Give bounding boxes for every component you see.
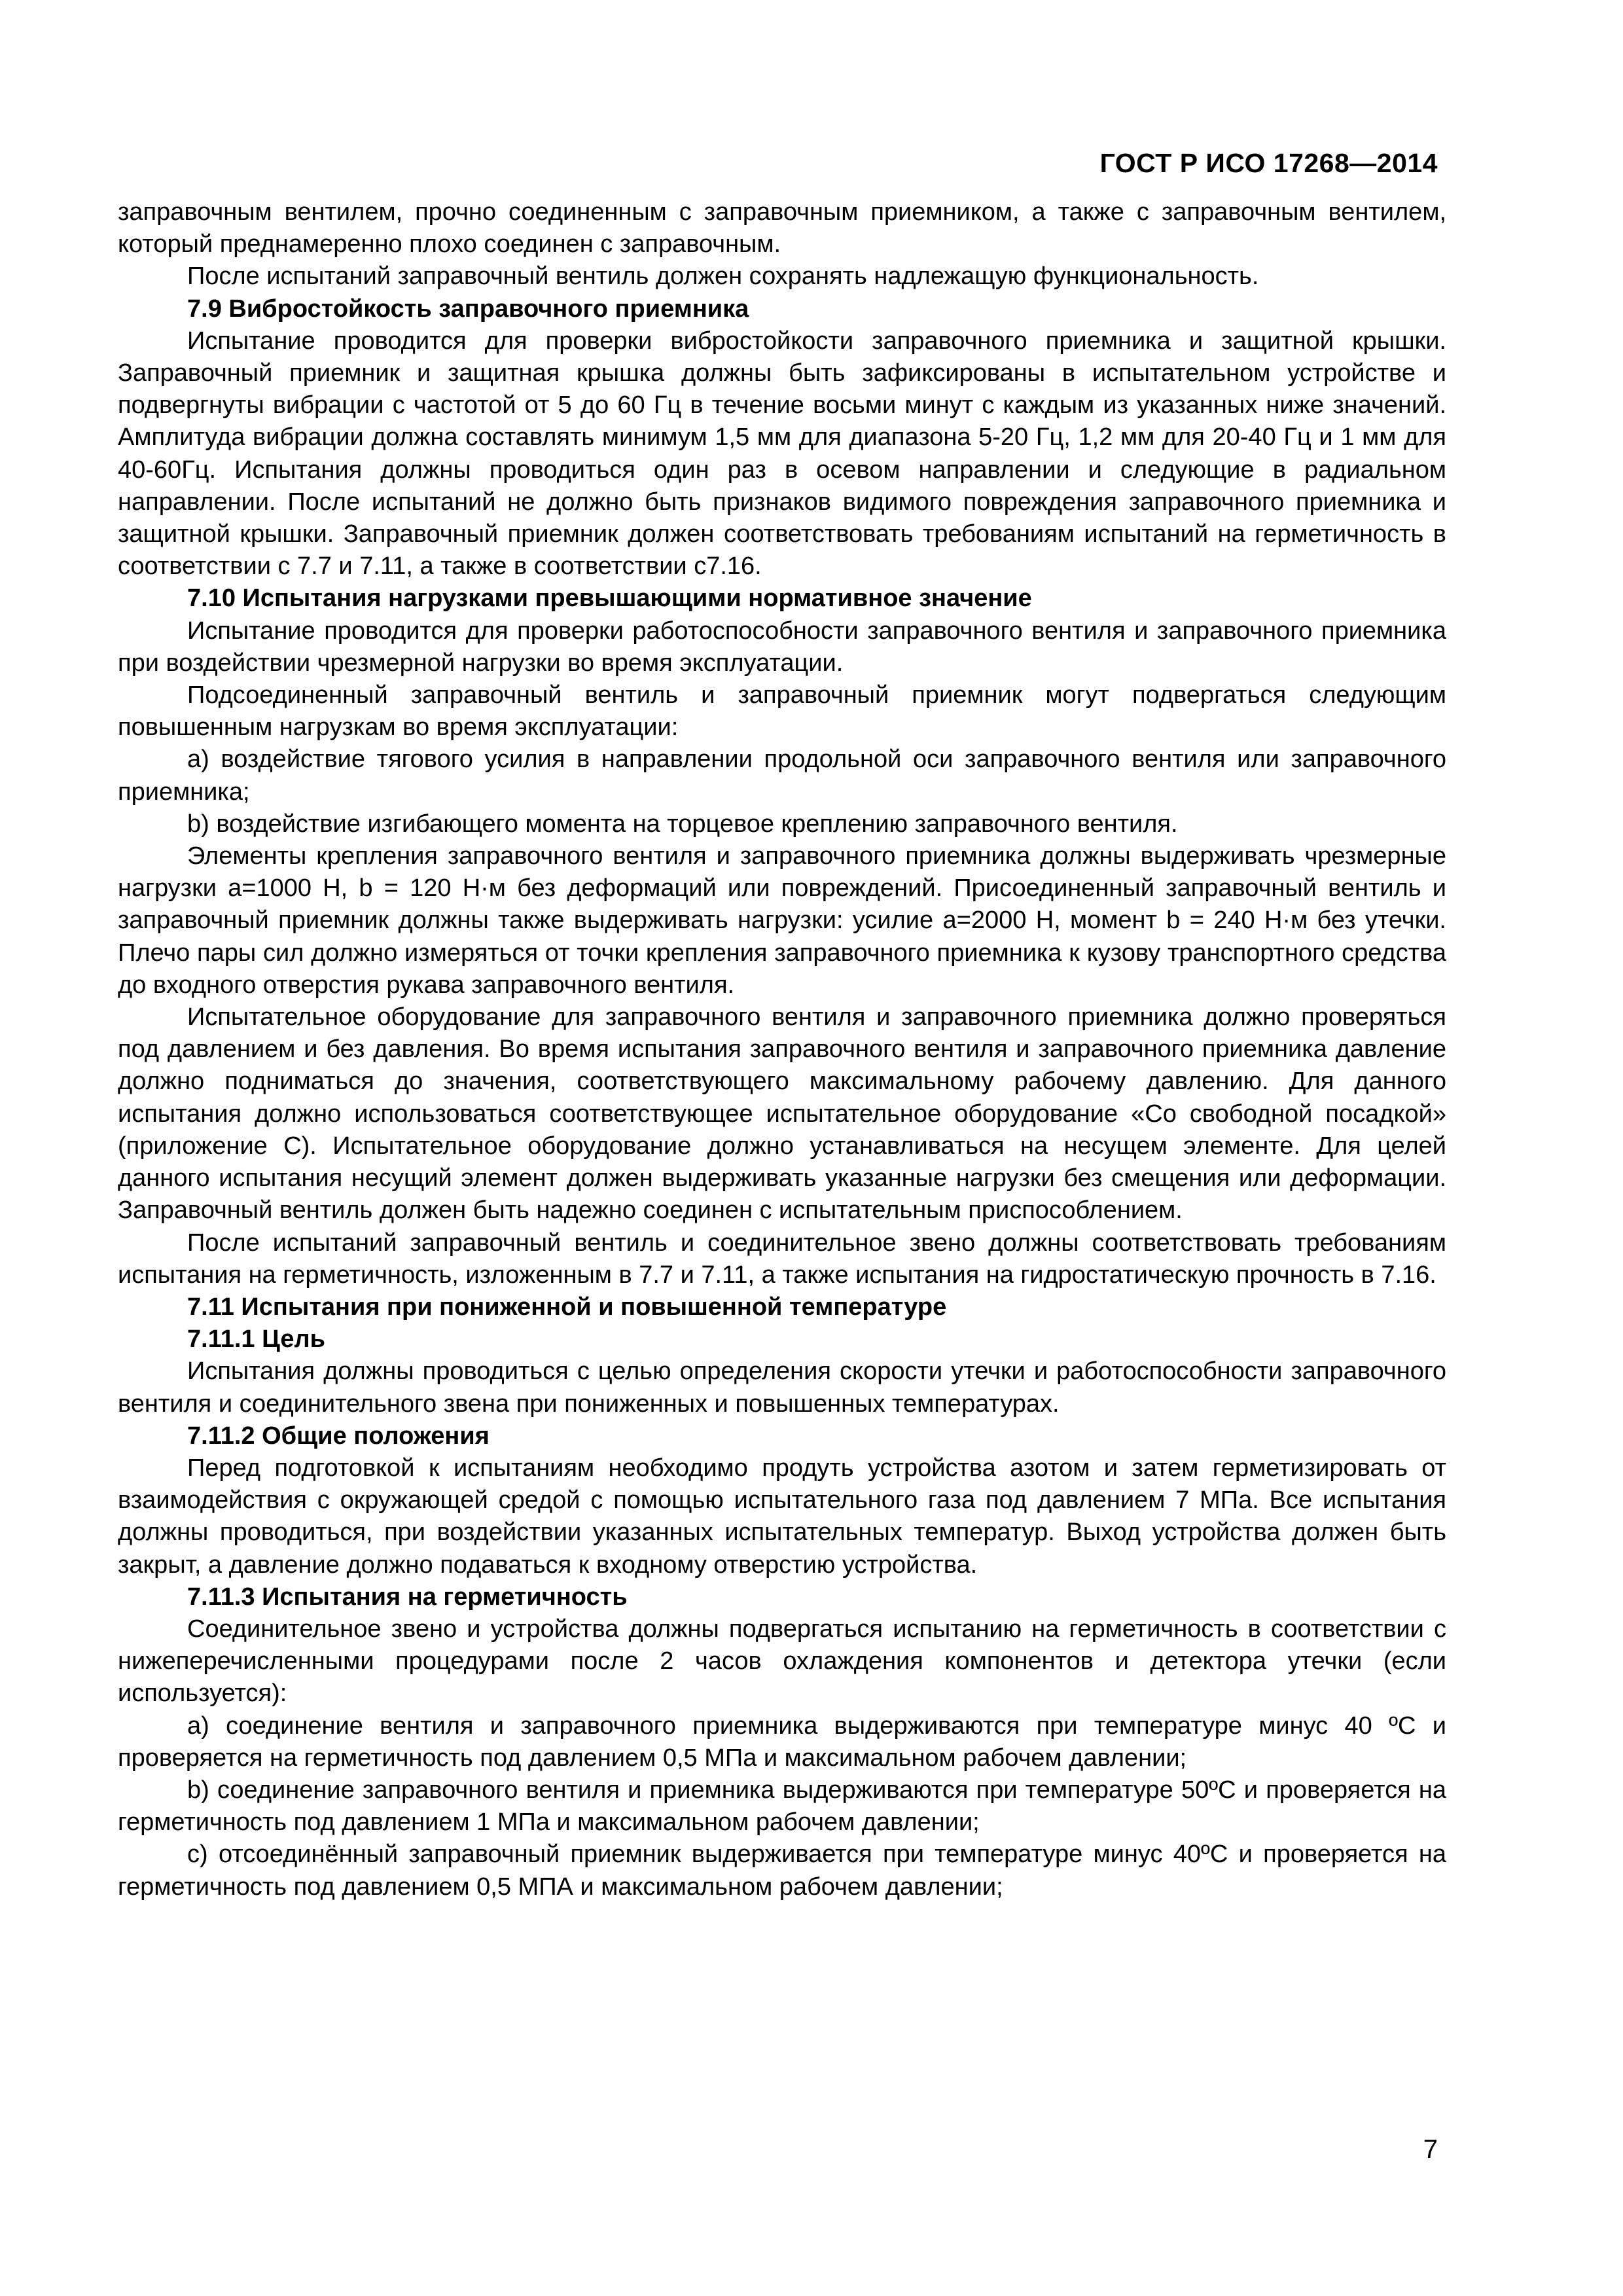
list-item-b: b) воздействие изгибающего момента на торцевое креплению заправочного вентиля. (187, 810, 1178, 838)
paragraph: Перед подготовкой к испытаниям необходимо продуть устройства азотом и затем герметизировать от взаимодействия с окружающей средой с помощью испытательного газа под давлением 7 МПа. Все испытания должны проводиться, при воздействии указанных испытательных температур. Выход устройства должен быть закрыт, а давление должно подаваться к входному отверстию устройства. (118, 1454, 1446, 1579)
section-heading-7-11-3: 7.11.3 Испытания на герметичность (187, 1583, 628, 1611)
document-body (118, 196, 1446, 1903)
paragraph: Подсоединенный заправочный вентиль и заправочный приемник могут подвергаться следующим повышенным нагрузкам во время эксплуатации: (118, 681, 1446, 742)
list-item-b: b) соединение заправочного вентиля и приемника выдерживаются при температуре 50ºС и проверяется на герметичность под давлением 1 МПа и максимальном рабочем давлении; (118, 1776, 1446, 1837)
section-heading-7-9: 7.9 Вибростойкость заправочного приемника (187, 295, 749, 323)
paragraph: заправочным вентилем, прочно соединенным с заправочным приемником, а также с заправочным вентилем, который преднамеренно плохо соединен с заправочным. (118, 198, 1446, 259)
list-item-a: a) воздействие тягового усилия в направлении продольной оси заправочного вентиля или заправочного приемника; (118, 745, 1446, 806)
section-heading-7-11-2: 7.11.2 Общие положения (187, 1422, 490, 1450)
list-item-c: c) отсоединённый заправочный приемник выдерживается при температуре минус 40ºС и проверяется на герметичность под давлением 0,5 МПА и максимальном рабочем давлении; (118, 1840, 1446, 1901)
page-number: 7 (1423, 2135, 1438, 2164)
paragraph: Испытания должны проводиться с целью определения скорости утечки и работоспособности заправочного вентиля и соединительного звена при пониженных и повышенных температурах. (118, 1357, 1446, 1418)
list-item-a: a) соединение вентиля и заправочного приемника выдерживаются при температуре минус 40 ºС и проверяется на герметичность под давлением 0,5 МПа и максимальном рабочем давлении; (118, 1712, 1446, 1772)
section-heading-7-11: 7.11 Испытания при пониженной и повышенной температуре (187, 1293, 947, 1321)
paragraph: После испытаний заправочный вентиль должен сохранять надлежащую функциональность. (187, 262, 1259, 291)
paragraph: Испытание проводится для проверки вибростойкости заправочного приемника и защитной крышки. Заправочный приемник и защитная крышка должны быть зафиксированы в испытательном устройстве и подвергнуты вибрации с частотой от 5 до 60 Гц в течение восьми минут с каждым из указанных ниже значений. Амплитуда вибрации должна составлять минимум 1,5 мм для диапазона 5-20 Гц, 1,2 мм для 20-40 Гц и 1 мм для 40-60Гц. Испытания должны проводиться один раз в осевом направлении и следующие в радиальном направлении. После испытаний не должно быть признаков видимого повреждения заправочного приемника и защитной крышки. Заправочный приемник должен соответствовать требованиям испытаний на герметичность в соответствии с 7.7 и 7.11, а также в соответствии с7.16. (118, 327, 1446, 581)
paragraph: Испытательное оборудование для заправочного вентиля и заправочного приемника должно проверяться под давлением и без давления. Во время испытания заправочного вентиля и заправочного приемника давление должно подниматься до значения, соответствующего максимальному рабочему давлению. Для данного испытания должно использоваться соответствующее испытательное оборудование «Со свободной посадкой» (приложение С). Испытательное оборудование должно устанавливаться на несущем элементе. Для целей данного испытания несущий элемент должен выдерживать указанные нагрузки без смещения или деформации. Заправочный вентиль должен быть надежно соединен с испытательным приспособлением. (118, 1003, 1446, 1225)
section-heading-7-11-1: 7.11.1 Цель (187, 1325, 325, 1354)
section-heading-7-10: 7.10 Испытания нагрузками превышающими нормативное значение (187, 584, 1032, 613)
paragraph: Соединительное звено и устройства должны подвергаться испытанию на герметичность в соответствии с нижеперечисленными процедурами после 2 часов охлаждения компонентов и детектора утечки (если используется): (118, 1615, 1446, 1708)
standard-header: ГОСТ Р ИСО 17268—2014 (1099, 148, 1438, 178)
paragraph: После испытаний заправочный вентиль и соединительное звено должны соответствовать требованиям испытания на герметичность, изложенным в 7.7 и 7.11, а также испытания на гидростатическую прочность в 7.16. (118, 1229, 1446, 1289)
paragraph: Элементы крепления заправочного вентиля и заправочного приемника должны выдерживать чрезмерные нагрузки a=1000 Н, b = 120 Н·м без деформаций или повреждений. Присоединенный заправочный вентиль и заправочный приемник должны также выдерживать нагрузки: усилие а=2000 Н, момент b = 240 Н·м без утечки. Плечо пары сил должно измеряться от точки крепления заправочного приемника к кузову транспортного средства до входного отверстия рукава заправочного вентиля. (118, 842, 1446, 999)
paragraph: Испытание проводится для проверки работоспособности заправочного вентиля и заправочного приемника при воздействии чрезмерной нагрузки во время эксплуатации. (118, 617, 1446, 677)
